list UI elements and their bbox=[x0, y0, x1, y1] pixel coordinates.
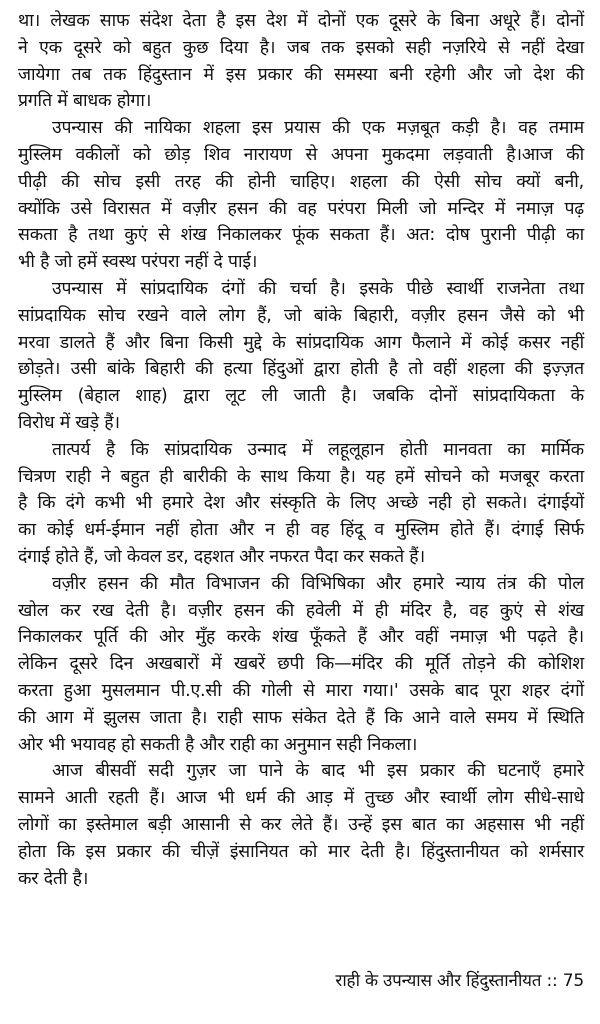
page-footer: राही के उपन्यास और हिंदुस्तानीयत :: 75 bbox=[335, 971, 584, 991]
text-line: मरवा डालते हैं और बिना किसी मुद्दे के सांप्रदायिक आग फैलाने में कोई कसर नहीं bbox=[18, 332, 584, 353]
text-line: की आग में झुलस जाता है। राही साफ संकेत देते हैं कि आने वाले समय में स्थिति bbox=[18, 707, 584, 728]
text-line: ओर भी भयावह हो सकती है और राही का अनुमान सही निकला। bbox=[18, 734, 418, 755]
text-line: का कोई धर्म-ईमान नहीं होता और न ही वह हिंदू व मुस्लिम होते हैं। दंगाई सिर्फ bbox=[18, 520, 584, 541]
text-line: चित्रण राही ने बहुत ही बारीकी के साथ किया है। यह हमें सोचने को मजबूर करता bbox=[18, 466, 584, 487]
text-line: वज़ीर हसन की मौत विभाजन की विभिषिका और हमारे न्याय तंत्र की पोल bbox=[52, 573, 584, 594]
text-line: छोड़ते। उसी बांके बिहारी की हत्या हिंदुओं द्वारा होती है तो वहीं शहला की इज़्ज़त bbox=[18, 359, 584, 380]
text-line: मुस्लिम वकीलों को छोड़ शिव नारायण से अपना मुकदमा लड़वाती है।आज की bbox=[18, 144, 584, 165]
text-line: जायेगा तब तक हिंदुस्तान में इस प्रकार की समस्या बनी रहेगी और जो देश की bbox=[18, 64, 584, 85]
text-line: करता हुआ मुसलमान पी.ए.सी की गोली से मारा गया।' उसके बाद पूरा शहर दंगों bbox=[18, 680, 584, 701]
text-line: सामने आती रहती हैं। आज भी धर्म की आड़ में तुच्छ और स्वार्थी लोग सीधे-साधे bbox=[18, 788, 584, 809]
page-body bbox=[18, 8, 584, 892]
text-line: सकता है तथा कुएं से शंख निकालकर फूंक सकता हैं। अत: दोष पुरानी पीढ़ी का bbox=[18, 225, 584, 246]
text-line: उपन्यास की नायिका शहला इस प्रयास की एक मज़बूत कड़ी है। वह तमाम bbox=[52, 118, 584, 139]
text-line: तात्पर्य है कि सांप्रदायिक उन्माद में लहूलूहान होती मानवता का मार्मिक bbox=[52, 439, 584, 460]
text-line: कर देती है। bbox=[18, 868, 89, 889]
text-line: भी है जो हमें स्वस्थ परंपरा नहीं दे पाई। bbox=[18, 252, 258, 273]
text-line: क्योंकि उसे विरासत में वज़ीर हसन की वह परंपरा मिली जो मन्दिर में नमाज़ पढ़ bbox=[18, 198, 584, 219]
text-line: सांप्रदायिक सोच रखने वाले लोग हैं, जो बांके बिहारी, वज़ीर हसन जैसे को भी bbox=[18, 305, 584, 326]
text-line: है कि दंगे कभी भी हमारे देश और संस्कृति के लिए अच्छे नही हो सकते। दंगाईयों bbox=[18, 493, 584, 514]
text-line: निकालकर पूर्ति की ओर मुँह करके शंख फूँकते हैं और वहीं नमाज़ भी पढ़ते है। bbox=[18, 627, 584, 648]
text-line: विरोध में खड़े हैं। bbox=[18, 412, 120, 433]
text-line: आज बीसवीं सदी गुज़र जा पाने के बाद भी इस प्रकार की घटनाएँ हमारे bbox=[52, 761, 584, 782]
text-line: ने एक दूसरे को बहुत कुछ दिया है। जब तक इसको सही नज़रिये से नहीं देखा bbox=[18, 37, 584, 58]
text-line: था। लेखक साफ संदेश देता है इस देश में दोनों एक दूसरे के बिना अधूरे हैं। दोनों bbox=[18, 11, 584, 31]
text-line: लोगों का इस्तेमाल बड़ी आसानी से कर लेते हैं। उन्हें इस बात का अहसास भी नहीं bbox=[18, 814, 584, 835]
text-line: लेकिन दूसरे दिन अखबारों में खबरें छपी कि—मंदिर की मूर्ति तोड़ने की कोशिश bbox=[18, 654, 584, 675]
text-line: होता कि इस प्रकार की चीज़ें इंसानियत को मार देती है। हिंदुस्तानीयत को शर्मसार bbox=[18, 841, 584, 862]
text-line: दंगाई होते हैं, जो केवल डर, दहशत और नफरत पैदा कर सकते हैं। bbox=[18, 546, 425, 567]
text-line: खोल कर रख देती है। वज़ीर हसन की हवेली में ही मंदिर है, वह कुएं से शंख bbox=[18, 600, 584, 621]
text-line: उपन्यास में सांप्रदायिक दंगों की चर्चा है। इसके पीछे स्वार्थी राजनेता तथा bbox=[52, 278, 584, 299]
text-line: मुस्लिम (बेहाल शाह) द्वारा लूट ली जाती है। जबकि दोनों सांप्रदायिकता के bbox=[18, 386, 584, 407]
text-line: पीढ़ी की सोच इसी तरह की होनी चाहिए। शहला की ऐसी सोच क्यों बनी, bbox=[18, 171, 584, 192]
text-line: प्रगति में बाधक होगा। bbox=[18, 91, 152, 112]
